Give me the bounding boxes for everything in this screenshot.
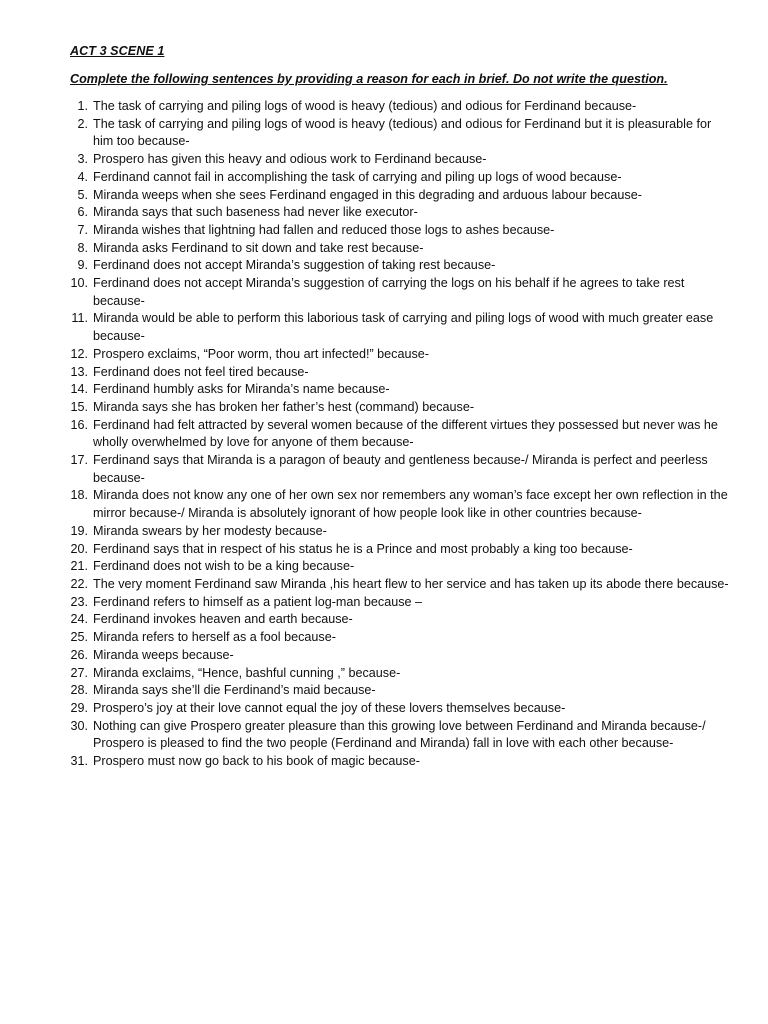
list-item — [70, 665, 730, 683]
list-item — [70, 753, 730, 771]
question-number: 25. — [70, 630, 88, 645]
question-text: Miranda wishes that lightning had fallen and reduced those logs to ashes because- — [93, 222, 555, 237]
question-number: 23. — [70, 594, 88, 609]
question-number: 24. — [70, 612, 88, 627]
question-number: 8. — [77, 240, 88, 255]
list-item — [70, 187, 730, 205]
list-item — [70, 558, 730, 576]
question-number: 16. — [70, 417, 88, 432]
question-text: Miranda swears by her modesty because- — [93, 523, 327, 538]
question-number: 2. — [77, 116, 88, 131]
question-text: Ferdinand says that in respect of his status he is a Prince and most probably a king too because- — [93, 541, 633, 556]
question-number: 19. — [70, 523, 88, 538]
question-number: 6. — [77, 205, 88, 220]
question-number: 4. — [77, 169, 88, 184]
list-item — [70, 417, 730, 452]
question-number: 22. — [70, 576, 88, 591]
question-number: 17. — [70, 453, 88, 468]
question-text: Miranda asks Ferdinand to sit down and take rest because- — [93, 240, 424, 255]
question-text: Ferdinand invokes heaven and earth because- — [93, 612, 353, 627]
list-item — [70, 647, 730, 665]
question-text: Ferdinand cannot fail in accomplishing the task of carrying and piling up logs of wood because- — [93, 169, 622, 184]
question-text: Prospero must now go back to his book of magic because- — [93, 754, 420, 769]
question-number: 26. — [70, 647, 88, 662]
question-text: Miranda exclaims, “Hence, bashful cunning ,” because- — [93, 665, 401, 680]
page-title: ACT 3 SCENE 1 — [70, 44, 165, 58]
question-number: 5. — [77, 187, 88, 202]
question-text: Ferdinand does not accept Miranda’s suggestion of carrying the logs on his behalf if he agrees to take rest because- — [93, 276, 685, 308]
list-item — [70, 310, 730, 345]
list-item — [70, 98, 730, 116]
list-item — [70, 629, 730, 647]
list-item — [70, 523, 730, 541]
question-number: 28. — [70, 683, 88, 698]
list-item — [70, 169, 730, 187]
question-text: The very moment Ferdinand saw Miranda ,his heart flew to her service and has taken up its abode there because- — [93, 576, 729, 591]
question-text: Prospero has given this heavy and odious work to Ferdinand because- — [93, 152, 487, 167]
list-item — [70, 399, 730, 417]
question-text: Prospero exclaims, “Poor worm, thou art infected!” because- — [93, 346, 429, 361]
list-item — [70, 487, 730, 522]
list-item — [70, 275, 730, 310]
question-text: Miranda says that such baseness had never like executor- — [93, 205, 418, 220]
question-text: Miranda weeps when she sees Ferdinand engaged in this degrading and arduous labour because- — [93, 187, 642, 202]
list-item — [70, 116, 730, 151]
list-item — [70, 718, 730, 753]
question-number: 30. — [70, 718, 88, 733]
list-item — [70, 222, 730, 240]
question-number: 27. — [70, 665, 88, 680]
question-text: The task of carrying and piling logs of wood is heavy (tedious) and odious for Ferdinand because- — [93, 99, 637, 113]
question-number: 11. — [71, 311, 88, 326]
question-number: 18. — [70, 488, 88, 503]
list-item — [70, 682, 730, 700]
list-item — [70, 346, 730, 364]
question-number: 12. — [70, 346, 88, 361]
question-text: Miranda does not know any one of her own sex nor remembers any woman’s face except her own reflection in the mirror because-/ Miranda is absolutely ignorant of how people look like in other countries because- — [93, 488, 728, 521]
question-number: 3. — [77, 152, 88, 167]
question-text: Ferdinand does not wish to be a king because- — [93, 559, 355, 574]
question-text: Miranda says she has broken her father’s hest (command) because- — [93, 399, 475, 414]
list-item — [70, 576, 730, 594]
question-number: 14. — [70, 382, 88, 397]
question-number: 15. — [70, 399, 88, 414]
question-number: 1. — [77, 99, 88, 113]
question-text: Ferdinand had felt attracted by several women because of the different virtues they possessed but never was he wholly overwhelmed by love for anyone of them because- — [93, 417, 718, 450]
question-number: 29. — [70, 700, 88, 715]
question-number: 7. — [77, 222, 88, 237]
question-number: 20. — [70, 541, 88, 556]
question-text: Miranda weeps because- — [93, 647, 234, 662]
list-item — [70, 452, 730, 487]
question-text: Miranda would be able to perform this laborious task of carrying and piling logs of wood with much greater ease because- — [93, 311, 714, 344]
instruction-text: Complete the following sentences by providing a reason for each in brief. Do not write the question. — [70, 72, 668, 86]
list-item — [70, 700, 730, 718]
question-text: Ferdinand humbly asks for Miranda’s name because- — [93, 382, 390, 397]
question-text: Ferdinand does not accept Miranda’s suggestion of taking rest because- — [93, 258, 496, 273]
question-text: Ferdinand does not feel tired because- — [93, 364, 309, 379]
question-text: Miranda says she’ll die Ferdinand’s maid because- — [93, 683, 376, 698]
question-list — [70, 98, 730, 771]
list-item — [70, 240, 730, 258]
question-text: Ferdinand says that Miranda is a paragon of beauty and gentleness because-/ Miranda is perfect and peerless because- — [93, 453, 708, 485]
question-number: 31. — [70, 754, 88, 769]
question-text: The task of carrying and piling logs of wood is heavy (tedious) and odious for Ferdinand but it is pleasurable for him too because- — [93, 116, 712, 149]
list-item — [70, 151, 730, 169]
list-item — [70, 594, 730, 612]
question-text: Prospero’s joy at their love cannot equal the joy of these lovers themselves because- — [93, 700, 566, 715]
question-number: 10. — [70, 276, 88, 291]
question-number: 9. — [77, 258, 88, 273]
list-item — [70, 611, 730, 629]
question-number: 13. — [70, 364, 88, 379]
list-item — [70, 541, 730, 559]
list-item — [70, 257, 730, 275]
list-item — [70, 364, 730, 382]
question-number: 21. — [70, 559, 88, 574]
question-text: Nothing can give Prospero greater pleasure than this growing love between Ferdinand and Miranda because-/ Prospero is pleased to find the two people (Ferdinand and Miranda) fall in love with each other because- — [93, 718, 706, 751]
list-item — [70, 381, 730, 399]
question-text: Ferdinand refers to himself as a patient log-man because – — [93, 594, 423, 609]
list-item — [70, 204, 730, 222]
question-text: Miranda refers to herself as a fool because- — [93, 630, 336, 645]
